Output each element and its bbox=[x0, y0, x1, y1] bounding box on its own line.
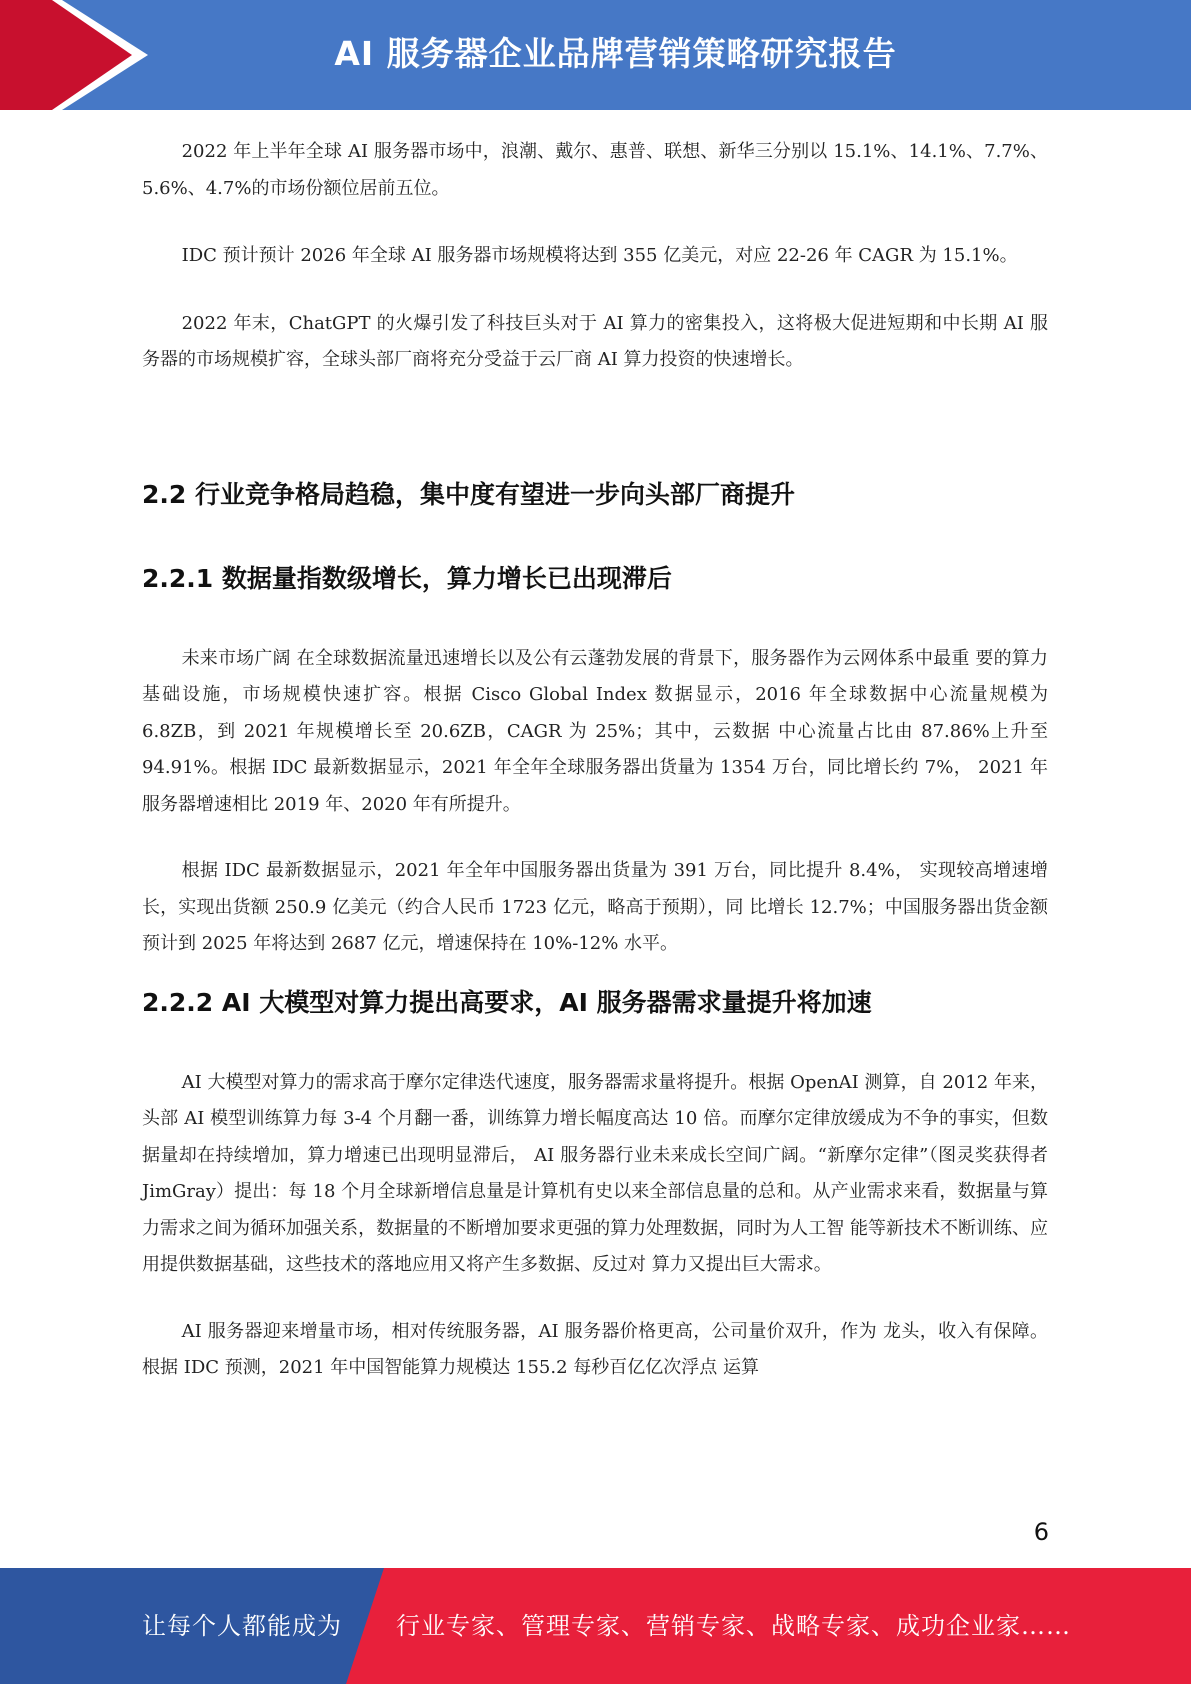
section-heading-2-2-1: 2.2.1 数据量指数级增长，算力增长已出现滞后 bbox=[142, 563, 672, 593]
section-heading-2-2-2: 2.2.2 AI 大模型对算力提出高要求，AI 服务器需求量提升将加速 bbox=[142, 987, 872, 1017]
paragraph-ai-server-market: AI 服务器迎来增量市场，相对传统服务器，AI 服务器价格更高，公司量价双升，作为 龙头，收入有保障。根据 IDC 预测，2021 年中国智能算力规模达 155.2 每秒百亿亿次浮点 运算 bbox=[142, 1320, 1048, 1378]
paragraph-market-share: 2022 年上半年全球 AI 服务器市场中，浪潮、戴尔、惠普、联想、新华三分别以 15.1%、14.1%、7.7%、5.6%、4.7%的市场份额位居前五位。 bbox=[142, 141, 1048, 199]
paragraph-ai-model-demand: AI 大模型对算力的需求高于摩尔定律迭代速度，服务器需求量将提升。根据 OpenAI 测算，自 2012 年来，头部 AI 模型训练算力每 3-4 个月翻一番，训练算力增长幅度高达 10 倍。而摩尔定律放缓成为不争的事实，但数据量却在持续增加，算力增速已出现明显滞后， AI 服务器行业未来成长空间广阔。“新摩尔定律”（图灵奖获得者 JimGray）提出：每 18 个月全球新增信息量是计算机有史以来全部信息量的总和。从产业需求来看，数据量与算 力需求之间为循环加强关系，数据量的不断增加要求更强的算力处理数据，同时为人工智 能等新技术不断训练、应用提供数据基础，这些技术的落地应用又将产生多数据、反过对 算力又提出巨大需求。 bbox=[142, 1071, 1048, 1275]
paragraph-idc-forecast: IDC 预计预计 2026 年全球 AI 服务器市场规模将达到 355 亿美元，对应 22-26 年 CAGR 为 15.1%。 bbox=[181, 245, 1018, 266]
report-title: AI 服务器企业品牌营销策略研究报告 bbox=[334, 34, 897, 73]
page-number: 6 bbox=[1033, 1518, 1049, 1546]
paragraph-data-growth: 未来市场广阔 在全球数据流量迅速增长以及公有云蓬勃发展的背景下，服务器作为云网体系中最重 要的算力基础设施，市场规模快速扩容。根据 Cisco Global Index 数据显示，2016 年全球数据中心流量规模为 6.8ZB，到 2021 年规模增长至 20.6ZB，CAGR 为 25%；其中，云数据 中心流量占比由 87.86%上升至 94.91%。根据 IDC 最新数据显示，2021 年全年全球服务器出货量为 1354 万台，同比增长约 7%， 2021 年服务器增速相比 2019 年、2020 年有所提升。 bbox=[142, 647, 1048, 815]
document-body bbox=[142, 134, 1048, 1387]
page-footer bbox=[0, 1568, 1191, 1684]
footer-slogan-left: 让每个人都能成为 bbox=[142, 1612, 342, 1640]
section-heading-2-2: 2.2 行业竞争格局趋稳，集中度有望进一步向头部厂商提升 bbox=[142, 479, 795, 509]
page-header bbox=[0, 0, 1191, 110]
footer-slogan-right: 行业专家、管理专家、营销专家、战略专家、成功企业家…… bbox=[396, 1612, 1071, 1640]
paragraph-china-servers: 根据 IDC 最新数据显示，2021 年全年中国服务器出货量为 391 万台，同比提升 8.4%， 实现较高增速增长，实现出货额 250.9 亿美元（约合人民币 1723 亿元，略高于预期），同 比增长 12.7%；中国服务器出货金额预计到 2025 年将达到 2687 亿元，增速保持在 10%-12% 水平。 bbox=[142, 860, 1048, 954]
paragraph-chatgpt-impact: 2022 年末，ChatGPT 的火爆引发了科技巨头对于 AI 算力的密集投入，这将极大促进短期和中长期 AI 服务器的市场规模扩容，全球头部厂商将充分受益于云厂商 AI 算力投资的快速增长。 bbox=[142, 312, 1048, 370]
